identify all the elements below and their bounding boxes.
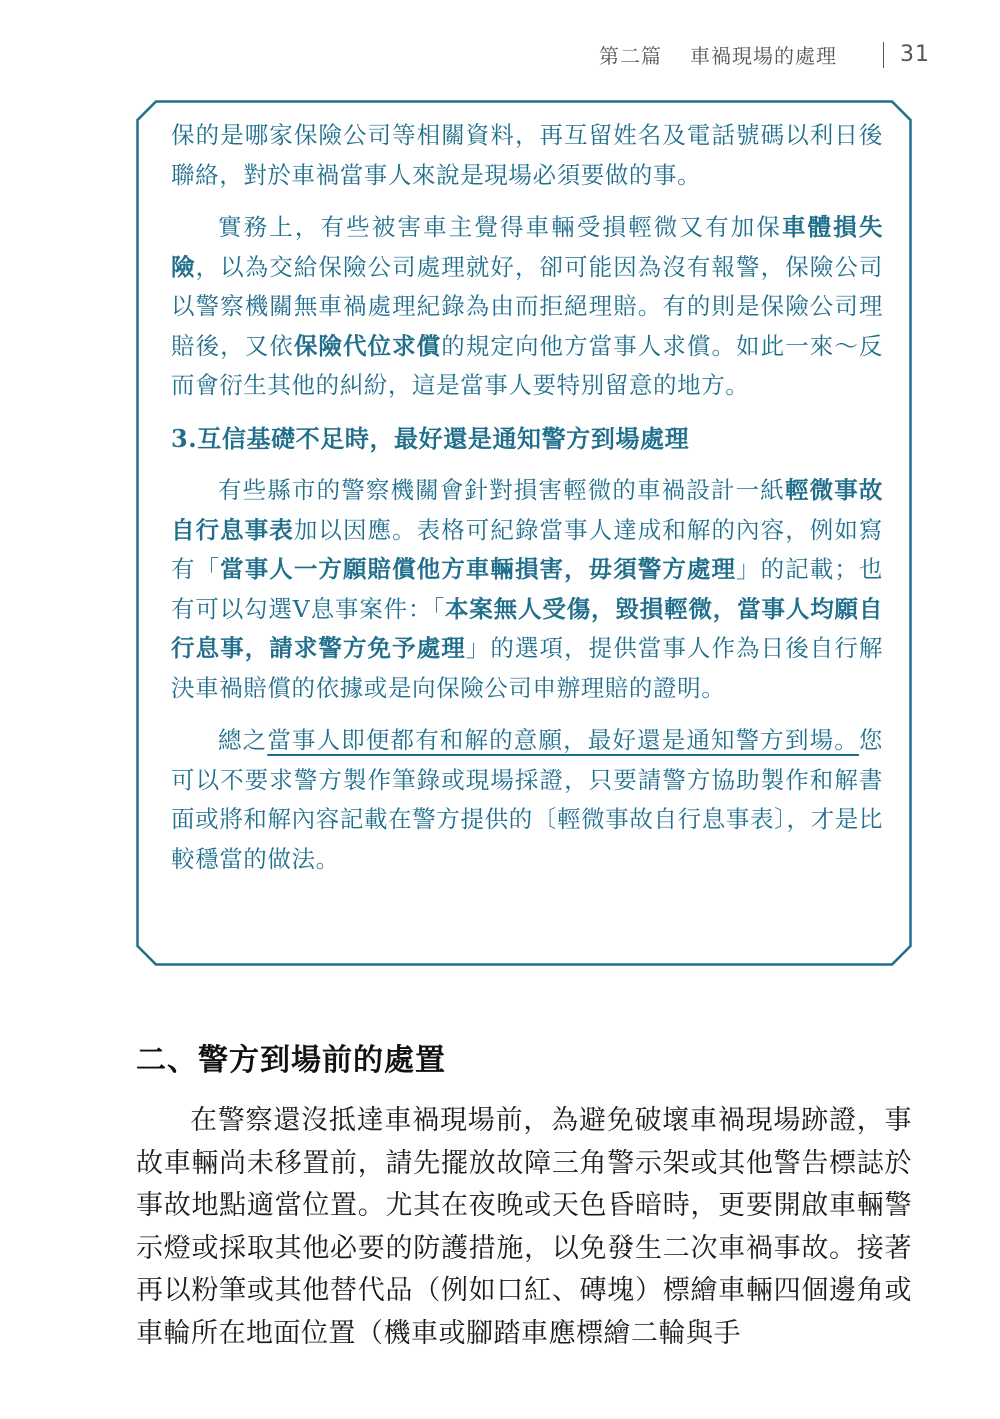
box-p2-text-a: 實務上，有些被害車主覺得車輛受損輕微又有加保 xyxy=(218,213,782,241)
running-header xyxy=(599,40,930,69)
box-p3-text-c: 加以因應。表格可紀錄當事人達成和解的內容，例如寫有「 xyxy=(171,515,883,583)
section-body xyxy=(136,1100,912,1355)
box-p2-text-c: ，以為交給保險公司處理就好，卻可能因為沒有報警，保險公司以警察機關無車禍處理紀錄為由而拒絕理賠。有的則是保險公司理賠後，又依 xyxy=(171,252,883,360)
box-p4-text-b: 您可以不要求警方製作筆錄或現場採證，只要請警方協助製作和解書面或將和解內容記載在警方提供的〔輕微事故自行息事表〕，才是比較穩當的做法。 xyxy=(171,726,884,873)
box-p2-text-d: 的規定向他方當事人求償。如此一來～反而會衍生其他的糾紛，這是當事人要特別留意的地方。 xyxy=(171,331,883,399)
box-p2-bold-term-2: 保險代位求償 xyxy=(293,331,442,360)
box-p3-text-e: 」的選項，提供當事人作為日後自行解決車禍賠償的依據或是向保險公司申辦理賠的證明。 xyxy=(171,634,883,702)
header-separator xyxy=(883,42,884,68)
box-paragraph-3 xyxy=(171,471,883,708)
box-paragraph-1: 保的是哪家保險公司等相關資料，再互留姓名及電話號碼以利日後聯絡，對於車禍當事人來說是現場必須要做的事。 xyxy=(171,121,883,189)
box-p4-text-a: 總之 xyxy=(218,726,268,754)
box-p3-bold-term-3: 本案無人受傷，毀損輕微，當事人均願自行息事，請求警方免予處理 xyxy=(171,594,883,662)
box-paragraph-2 xyxy=(171,208,883,406)
section-paragraph: 在警察還沒抵達車禍現場前，為避免破壞車禍現場跡證，事故車輛尚未移置前，請先擺放故障三角警示架或其他警告標誌於事故地點適當位置。尤其在夜晚或天色昏暗時，更要開啟車輛警示燈或採取其他必要的防護措施，以免發生二次車禍事故。接著再以粉筆或其他替代品（例如口紅、磚塊）標繪車輛四個邊角或車輪所在地面位置（機車或腳踏車應標繪二輪與手 xyxy=(136,1105,912,1349)
box-p3-bold-term-1: 輕微事故自行息事表 xyxy=(171,476,883,544)
page-number: 31 xyxy=(900,42,930,67)
box-p4-underlined: 當事人即便都有和解的意願，最好還是通知警方到場。 xyxy=(267,726,859,754)
header-chapter: 車禍現場的處理 xyxy=(690,44,837,68)
box-p3-bold-term-2: 當事人一方願賠償他方車輛損害，毋須警方處理 xyxy=(220,555,737,583)
box-paragraph-4 xyxy=(171,721,883,879)
callout-box-text xyxy=(171,116,883,879)
box-p3-text-a: 有些縣市的警察機關會針對損害輕微的車禍設計一紙 xyxy=(218,476,785,504)
box-p2-bold-term-1: 車體損失險 xyxy=(171,213,883,281)
header-part: 第二篇 xyxy=(599,44,662,68)
box-subheading: 3.互信基礎不足時，最好還是通知警方到場處理 xyxy=(171,423,690,453)
box-p3-text-d: 」的記載；也有可以勾選V息事案件：「 xyxy=(171,555,883,623)
section-title: 二、警方到場前的處置 xyxy=(136,1043,446,1078)
